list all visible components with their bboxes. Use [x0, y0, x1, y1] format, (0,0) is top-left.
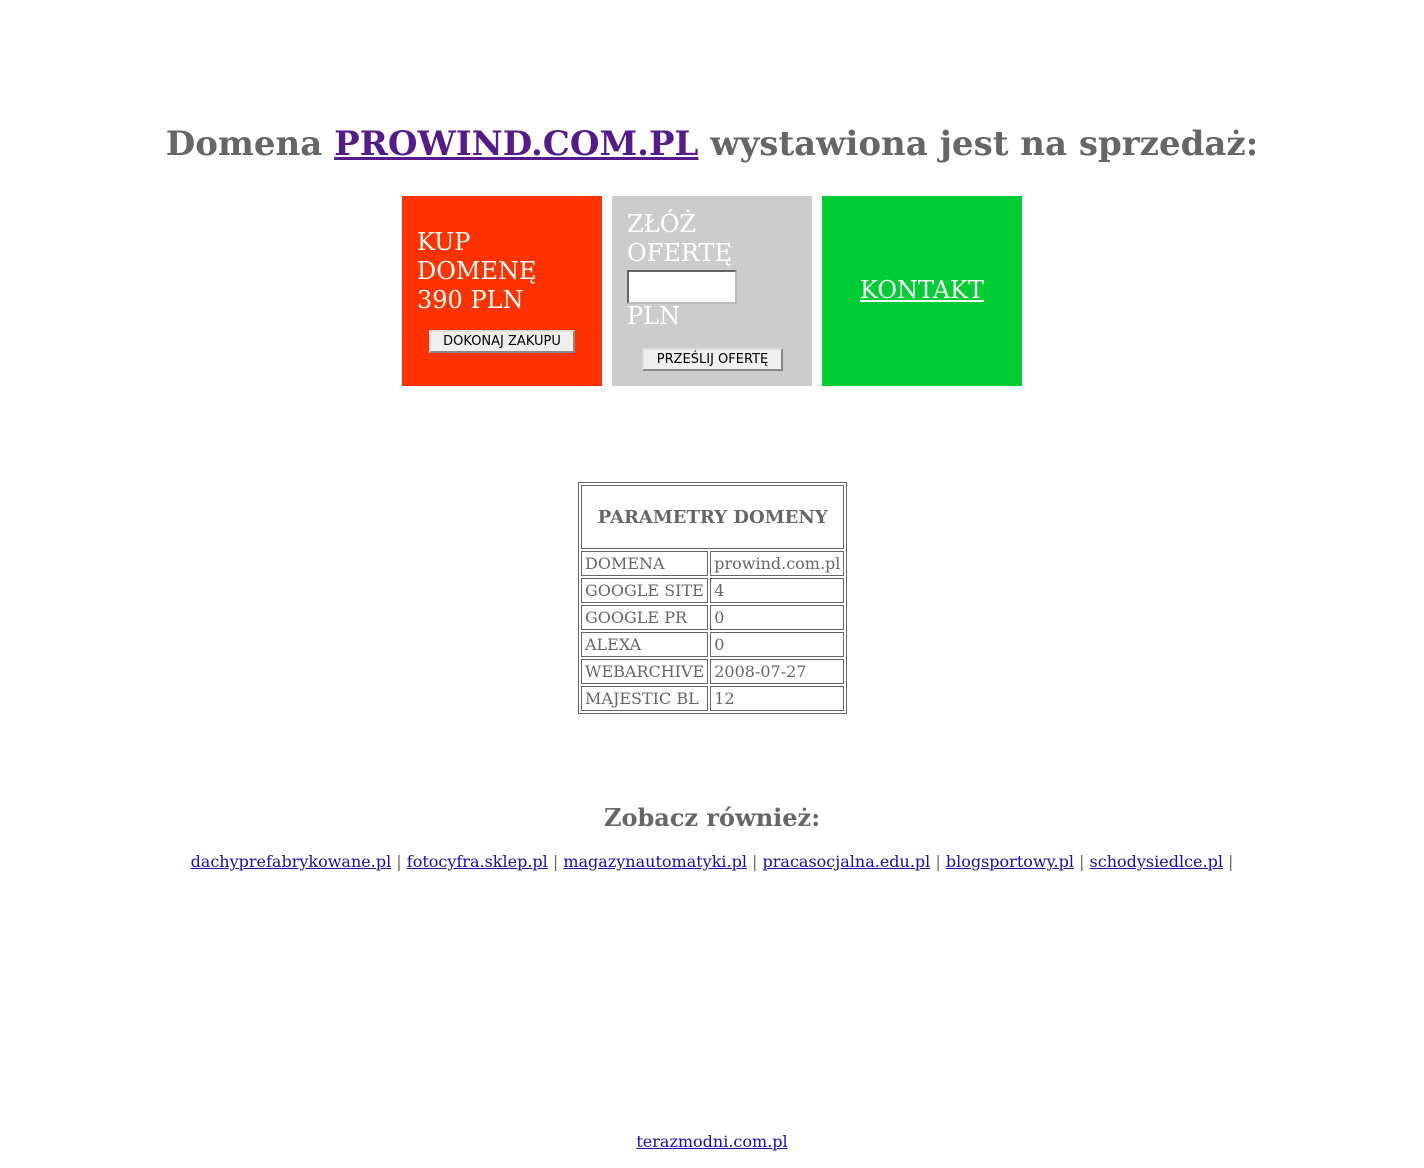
- domain-params-table: [578, 482, 847, 714]
- offer-line-2: OFERTĘ: [627, 239, 733, 267]
- param-value: prowind.com.pl: [710, 551, 844, 576]
- buy-text: [417, 228, 537, 315]
- footer-link[interactable]: terazmodni.com.pl: [636, 1132, 788, 1151]
- link-separator: |: [396, 852, 402, 871]
- offer-currency: PLN: [627, 302, 681, 330]
- see-also-links: [0, 851, 1424, 873]
- page-headline: [0, 122, 1424, 166]
- table-row: [581, 605, 844, 630]
- offer-line-1: ZŁÓŻ: [627, 210, 697, 238]
- param-label: DOMENA: [581, 551, 708, 576]
- buy-button[interactable]: DOKONAJ ZAKUPU: [429, 330, 575, 353]
- link-separator: |: [935, 852, 941, 871]
- see-also-link[interactable]: fotocyfra.sklep.pl: [406, 852, 548, 871]
- headline-suffix: wystawiona jest na sprzedaż:: [710, 124, 1259, 164]
- see-also-link[interactable]: dachyprefabrykowane.pl: [190, 852, 392, 871]
- see-also-link[interactable]: blogsportowy.pl: [945, 852, 1074, 871]
- footer: [0, 1131, 1424, 1153]
- action-boxes: [402, 196, 1022, 386]
- param-value: 4: [710, 578, 844, 603]
- link-separator: |: [752, 852, 758, 871]
- buy-line-1: KUP: [417, 228, 471, 256]
- param-value: 0: [710, 605, 844, 630]
- param-value: 0: [710, 632, 844, 657]
- param-label: GOOGLE SITE: [581, 578, 708, 603]
- buy-box: [402, 196, 602, 386]
- contact-box[interactable]: [822, 196, 1022, 386]
- params-title: PARAMETRY DOMENY: [581, 485, 844, 549]
- param-label: MAJESTIC BL: [581, 686, 708, 711]
- param-label: GOOGLE PR: [581, 605, 708, 630]
- headline-prefix: Domena: [165, 124, 323, 164]
- table-row: [581, 659, 844, 684]
- see-also-title: Zobacz również:: [603, 803, 821, 832]
- see-also-link[interactable]: schodysiedlce.pl: [1089, 852, 1223, 871]
- table-row: [581, 578, 844, 603]
- link-separator: |: [1079, 852, 1085, 871]
- offer-title: [627, 210, 732, 268]
- send-offer-button[interactable]: PRZEŚLIJ OFERTĘ: [642, 348, 783, 371]
- param-value: 2008-07-27: [710, 659, 844, 684]
- offer-box: [612, 196, 812, 386]
- table-row: [581, 551, 844, 576]
- table-row: [581, 632, 844, 657]
- param-label: WEBARCHIVE: [581, 659, 708, 684]
- params-header-row: [581, 485, 844, 549]
- see-also-link[interactable]: pracasocjalna.edu.pl: [762, 852, 931, 871]
- link-separator: |: [552, 852, 559, 871]
- table-row: [581, 686, 844, 711]
- param-value: 12: [710, 686, 844, 711]
- buy-line-2: DOMENĘ: [417, 257, 537, 285]
- see-also-link[interactable]: magazynautomatyki.pl: [563, 852, 747, 871]
- buy-price: 390 PLN: [417, 286, 524, 314]
- link-separator: |: [1228, 852, 1234, 871]
- contact-link[interactable]: KONTAKT: [860, 276, 984, 304]
- domain-link[interactable]: PROWIND.COM.PL: [334, 124, 699, 164]
- param-label: ALEXA: [581, 632, 708, 657]
- offer-amount-input[interactable]: [627, 270, 737, 304]
